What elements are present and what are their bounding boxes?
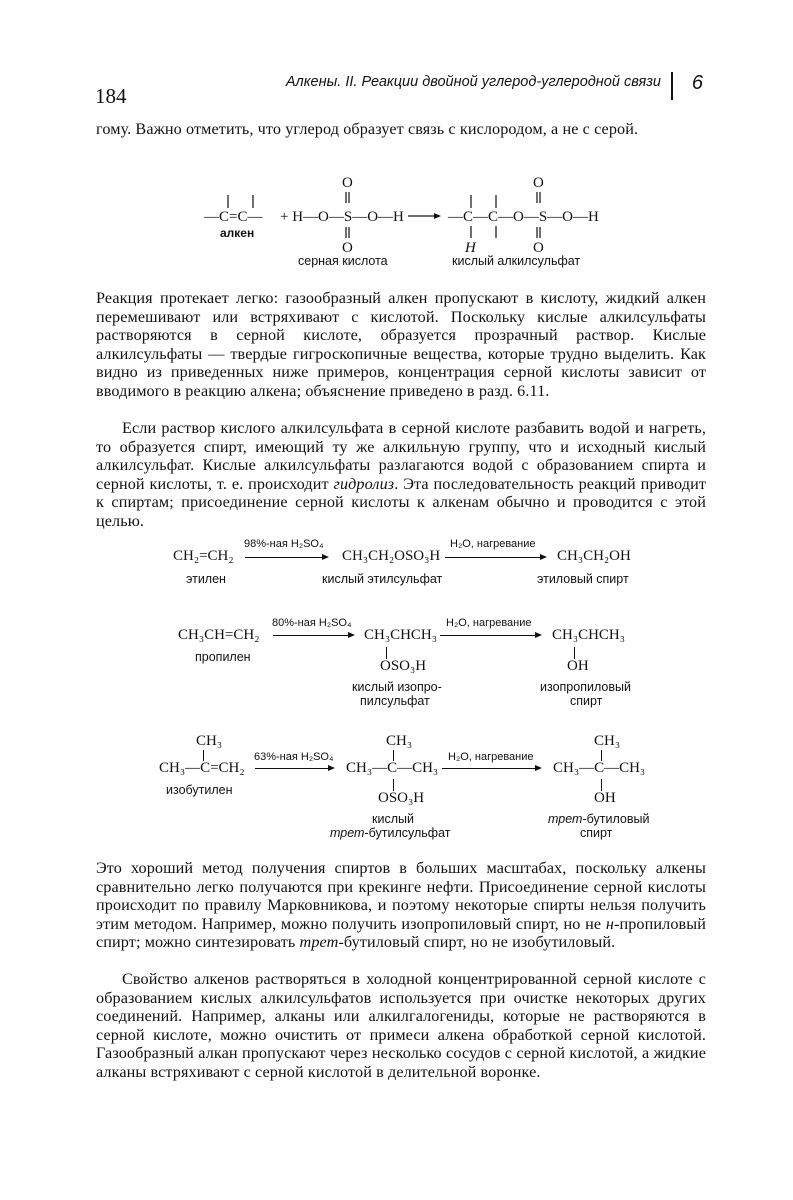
isopropylsulfate-label-1: кислый изопро- [352,680,442,694]
ethylsulfate-label: кислый этилсульфат [322,572,443,586]
tbutylsulfate-formula: CH₃—C—CH₃ [346,760,439,776]
arrow-icon [440,635,540,636]
paragraph-2: Реакция протекает легко: газообразный алкен пропускают в кислоту, жидкий алкен перемешивают или встряхивают с кислотой. Поскольку кислые алкилсульфаты растворяются в серной кислоте, образуется прозрачный раствор. Кислые алкилсульфаты — твердые гигроскопичные вещества, которые трудно выделить. Как видно из приведенных ниже примеров, концентрация серной кислоты зависит от вводимого в реакцию алкена; объяснение приведено в разд. 6.11. [96,289,706,400]
condition-water-heat: H₂O, нагревание [448,751,534,763]
svg-text:+ H—O—S—O—H: + H—O—S—O—H [280,209,404,225]
tbutylsulfate-label-2: трет-бутилсульфат [330,826,451,840]
arrow-icon [442,768,540,769]
oh-group: OH [567,658,589,674]
ethylene-formula: CH₂=CH₂ [173,548,234,564]
arrow-icon [255,768,333,769]
paragraph-3: Если раствор кислого алкилсульфата в серной кислоте разбавить водой и нагреть, то образуется спирт, имеющий ту же алкильную группу, что и исходный кислый алкилсульфат. Кислые алкилсульфаты разлагаются водой с образованием спирта и серной кислоты, т. е. происходит гидролиз. Эта последовательность реакций приводит к спиртам; присоединение серной кислоты к алкенам обычно и проводится с этой целью. [96,419,707,530]
svg-text:O: O [533,240,544,256]
running-title: Алкены. II. Реакции двойной углерод-углеродной связи [285,74,661,90]
isopropanol-formula: CH₃CHCH₃ [552,627,625,643]
svg-text:O: O [533,175,544,191]
header-rule [671,72,673,100]
isobutylene-formula: CH₃—C=CH₂ [159,760,245,776]
propylene-label: пропилен [195,650,251,664]
condition-80: 80%-ная H₂SO₄ [272,617,352,629]
svg-text:—C—C—O—S—O—H: —C—C—O—S—O—H [448,209,599,225]
svg-text:O: O [342,175,353,191]
tbutylsulfate-label-1: кислый [372,812,414,826]
tbutanol-label-1: трет-бутиловый [548,812,650,826]
isopropanol-label-2: спирт [570,694,603,708]
methyl-top: CH₃ [594,733,621,749]
svg-text:—C=C—: —C=C— [204,209,263,225]
condition-water-heat: H₂O, нагревание [446,617,532,629]
isopropanol-label-1: изопропиловый [540,680,631,694]
propylene-formula: CH₃CH=CH₂ [178,627,260,643]
paragraph-1: гому. Важно отметить, что углерод образует связь с кислородом, а не с серой. [96,120,639,138]
isopropylsulfate-label-2: пилсульфат [360,694,430,708]
condition-98: 98%-ная H₂SO₄ [244,538,324,550]
alkene-label: алкен [220,226,255,240]
osoh-group: OSO₃H [380,658,427,674]
condition-water-heat: H₂O, нагревание [450,538,536,550]
oh-group: OH [594,790,616,806]
arrow-icon [273,635,353,636]
ethylsulfate-formula: CH₃CH₂OSO₃H [342,548,441,564]
methyl-top: CH₃ [386,733,413,749]
methyl-top: CH₃ [196,733,223,749]
tbutanol-label-2: спирт [580,826,613,840]
svg-text:O: O [342,240,353,256]
svg-text:H: H [465,240,476,256]
arrow-icon [245,557,327,558]
ethylene-label: этилен [186,572,226,586]
tbutanol-formula: CH₃—C—CH₃ [553,760,646,776]
condition-63: 63%-ная H₂SO₄ [254,751,334,763]
page-number: 184 [95,84,127,108]
term-hydrolysis: гидролиз [333,474,395,493]
arrow-icon [445,557,545,558]
isobutylene-label: изобутилен [166,783,233,797]
ethanol-label: этиловый спирт [537,572,629,586]
acid-alkylsulfate-label: кислый алкилсульфат [452,254,581,268]
osoh-group: OSO₃H [378,790,425,806]
sulfuric-acid-label: серная кислота [298,254,388,268]
paragraph-5: Свойство алкенов растворяться в холодной концентрированной серной кислоте с образованием кислых алкилсульфатов используется при очистке некоторых других соединений. Например, алканы или алкилгалогениды, которые не растворяются в серной кислоте, можно очистить от примеси алкена обработкой серной кислотой. Газообразный алкан пропускают через несколько сосудов с серной кислотой, а жидкие алканы встряхивают с серной кислотой в делительной воронке. [96,970,706,1081]
chapter-number: 6 [691,72,703,94]
ethanol-formula: CH₃CH₂OH [557,548,631,564]
paragraph-4: Это хороший метод получения спиртов в больших масштабах, поскольку алкены сравнительно легко получаются при крекинге нефти. Присоединение серной кислоты происходит по правилу Марковникова, и поэтому некоторые спирты нельзя получить этим методом. Например, можно получить изопропиловый спирт, но не н-пропиловый спирт; можно синтезировать трет-бутиловый спирт, но не изобутиловый. [96,859,706,952]
isopropylsulfate-formula: CH₃CHCH₃ [364,627,437,643]
running-header [95,70,707,106]
